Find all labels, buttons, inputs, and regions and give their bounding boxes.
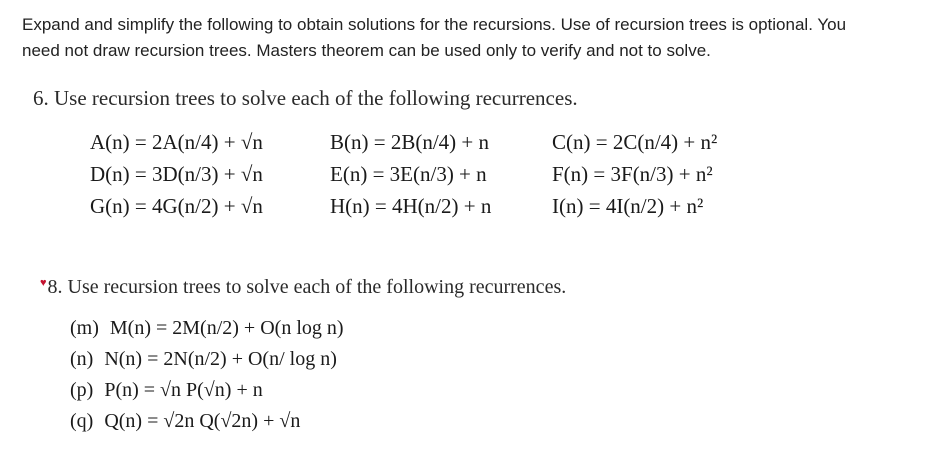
eq-g: G(n) = 4G(n/2) + √n: [90, 194, 263, 218]
eq-i: I(n) = 4I(n/2) + n²: [552, 194, 704, 218]
q8-list: [70, 313, 344, 437]
item-expression: M(n) = 2M(n/2) + O(n log n): [109, 317, 344, 339]
item-expression: P(n) = √n P(√n) + n: [104, 379, 263, 401]
item-expression: N(n) = 2N(n/2) + O(n/ log n): [104, 348, 337, 370]
q8-heading-text: 8. Use recursion trees to solve each of the following recurrences.: [47, 276, 567, 298]
item-label: (m): [70, 317, 99, 339]
eq-h: H(n) = 4H(n/2) + n: [330, 194, 492, 218]
intro-line-1: Expand and simplify the following to obtain solutions for the recursions. Use of recursion trees is optional. You: [22, 15, 847, 34]
q8-item-q: [70, 406, 344, 437]
eq-f: F(n) = 3F(n/3) + n²: [552, 162, 713, 186]
intro-paragraph: [22, 12, 922, 64]
heart-icon: ♥: [40, 277, 47, 289]
eq-d: D(n) = 3D(n/3) + √n: [90, 162, 263, 186]
q8-item-n: [70, 344, 344, 375]
q8-item-p: [70, 375, 344, 406]
eq-a: A(n) = 2A(n/4) + √n: [90, 130, 263, 154]
q8-heading: [40, 276, 566, 299]
q6-heading: 6. Use recursion trees to solve each of the following recurrences.: [33, 86, 578, 110]
intro-line-2: need not draw recursion trees. Masters theorem can be used only to verify and not to solve.: [22, 41, 711, 60]
item-label: (n): [70, 348, 94, 370]
item-label: (q): [70, 410, 94, 432]
item-expression: Q(n) = √2n Q(√2n) + √n: [104, 410, 301, 432]
q6-equation-grid: [90, 128, 792, 221]
eq-c: C(n) = 2C(n/4) + n²: [552, 130, 718, 154]
q8-item-m: [70, 313, 344, 344]
eq-e: E(n) = 3E(n/3) + n: [330, 162, 487, 186]
item-label: (p): [70, 379, 94, 401]
eq-b: B(n) = 2B(n/4) + n: [330, 130, 490, 154]
